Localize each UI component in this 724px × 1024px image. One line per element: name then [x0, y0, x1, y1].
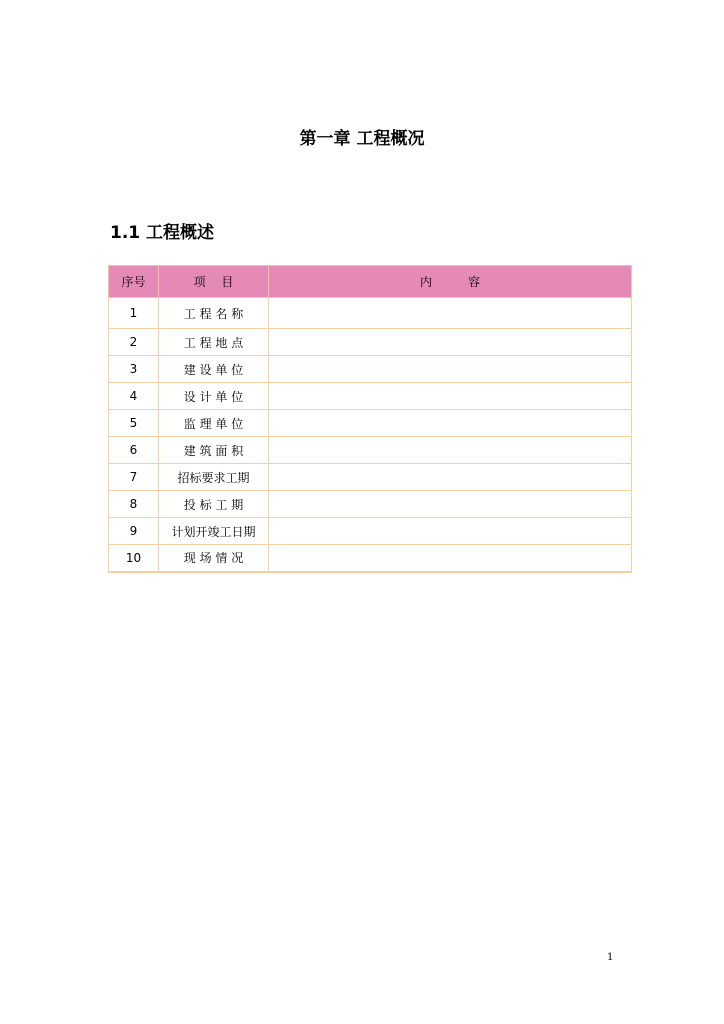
row-item: 建 筑 面 积	[159, 437, 269, 464]
chapter-title: 第一章 工程概况	[299, 129, 425, 149]
table-row	[109, 545, 632, 572]
table-body	[109, 298, 632, 572]
row-item: 监 理 单 位	[159, 410, 269, 437]
row-content	[269, 298, 632, 329]
header-serial-number: 序号	[109, 266, 159, 298]
header-item: 项 目	[159, 266, 269, 298]
row-item: 建 设 单 位	[159, 356, 269, 383]
row-item: 工 程 地 点	[159, 329, 269, 356]
row-content	[269, 464, 632, 491]
row-content	[269, 491, 632, 518]
row-item: 设 计 单 位	[159, 383, 269, 410]
row-content	[269, 545, 632, 572]
page-number: 1	[607, 952, 614, 963]
row-content	[269, 437, 632, 464]
table-row	[109, 518, 632, 545]
row-item: 投 标 工 期	[159, 491, 269, 518]
table-row	[109, 410, 632, 437]
table-row	[109, 464, 632, 491]
row-content	[269, 383, 632, 410]
row-serial-number: 2	[109, 329, 159, 356]
row-item: 计划开竣工日期	[159, 518, 269, 545]
row-serial-number: 4	[109, 383, 159, 410]
table-row	[109, 383, 632, 410]
row-serial-number: 7	[109, 464, 159, 491]
row-content	[269, 410, 632, 437]
table-row	[109, 491, 632, 518]
row-serial-number: 6	[109, 437, 159, 464]
table-row	[109, 329, 632, 356]
header-row	[109, 266, 632, 298]
row-content	[269, 356, 632, 383]
row-item: 工 程 名 称	[159, 298, 269, 329]
row-item: 现 场 情 况	[159, 545, 269, 572]
row-content	[269, 518, 632, 545]
row-serial-number: 5	[109, 410, 159, 437]
row-serial-number: 8	[109, 491, 159, 518]
row-serial-number: 1	[109, 298, 159, 329]
header-content: 内 容	[269, 266, 632, 298]
table-row	[109, 437, 632, 464]
section-title: 1.1 工程概述	[110, 223, 215, 243]
table-row	[109, 298, 632, 329]
project-overview-table	[108, 265, 632, 573]
table-row	[109, 356, 632, 383]
row-serial-number: 10	[109, 545, 159, 572]
row-item: 招标要求工期	[159, 464, 269, 491]
row-serial-number: 3	[109, 356, 159, 383]
row-serial-number: 9	[109, 518, 159, 545]
table-header	[109, 266, 632, 298]
row-content	[269, 329, 632, 356]
